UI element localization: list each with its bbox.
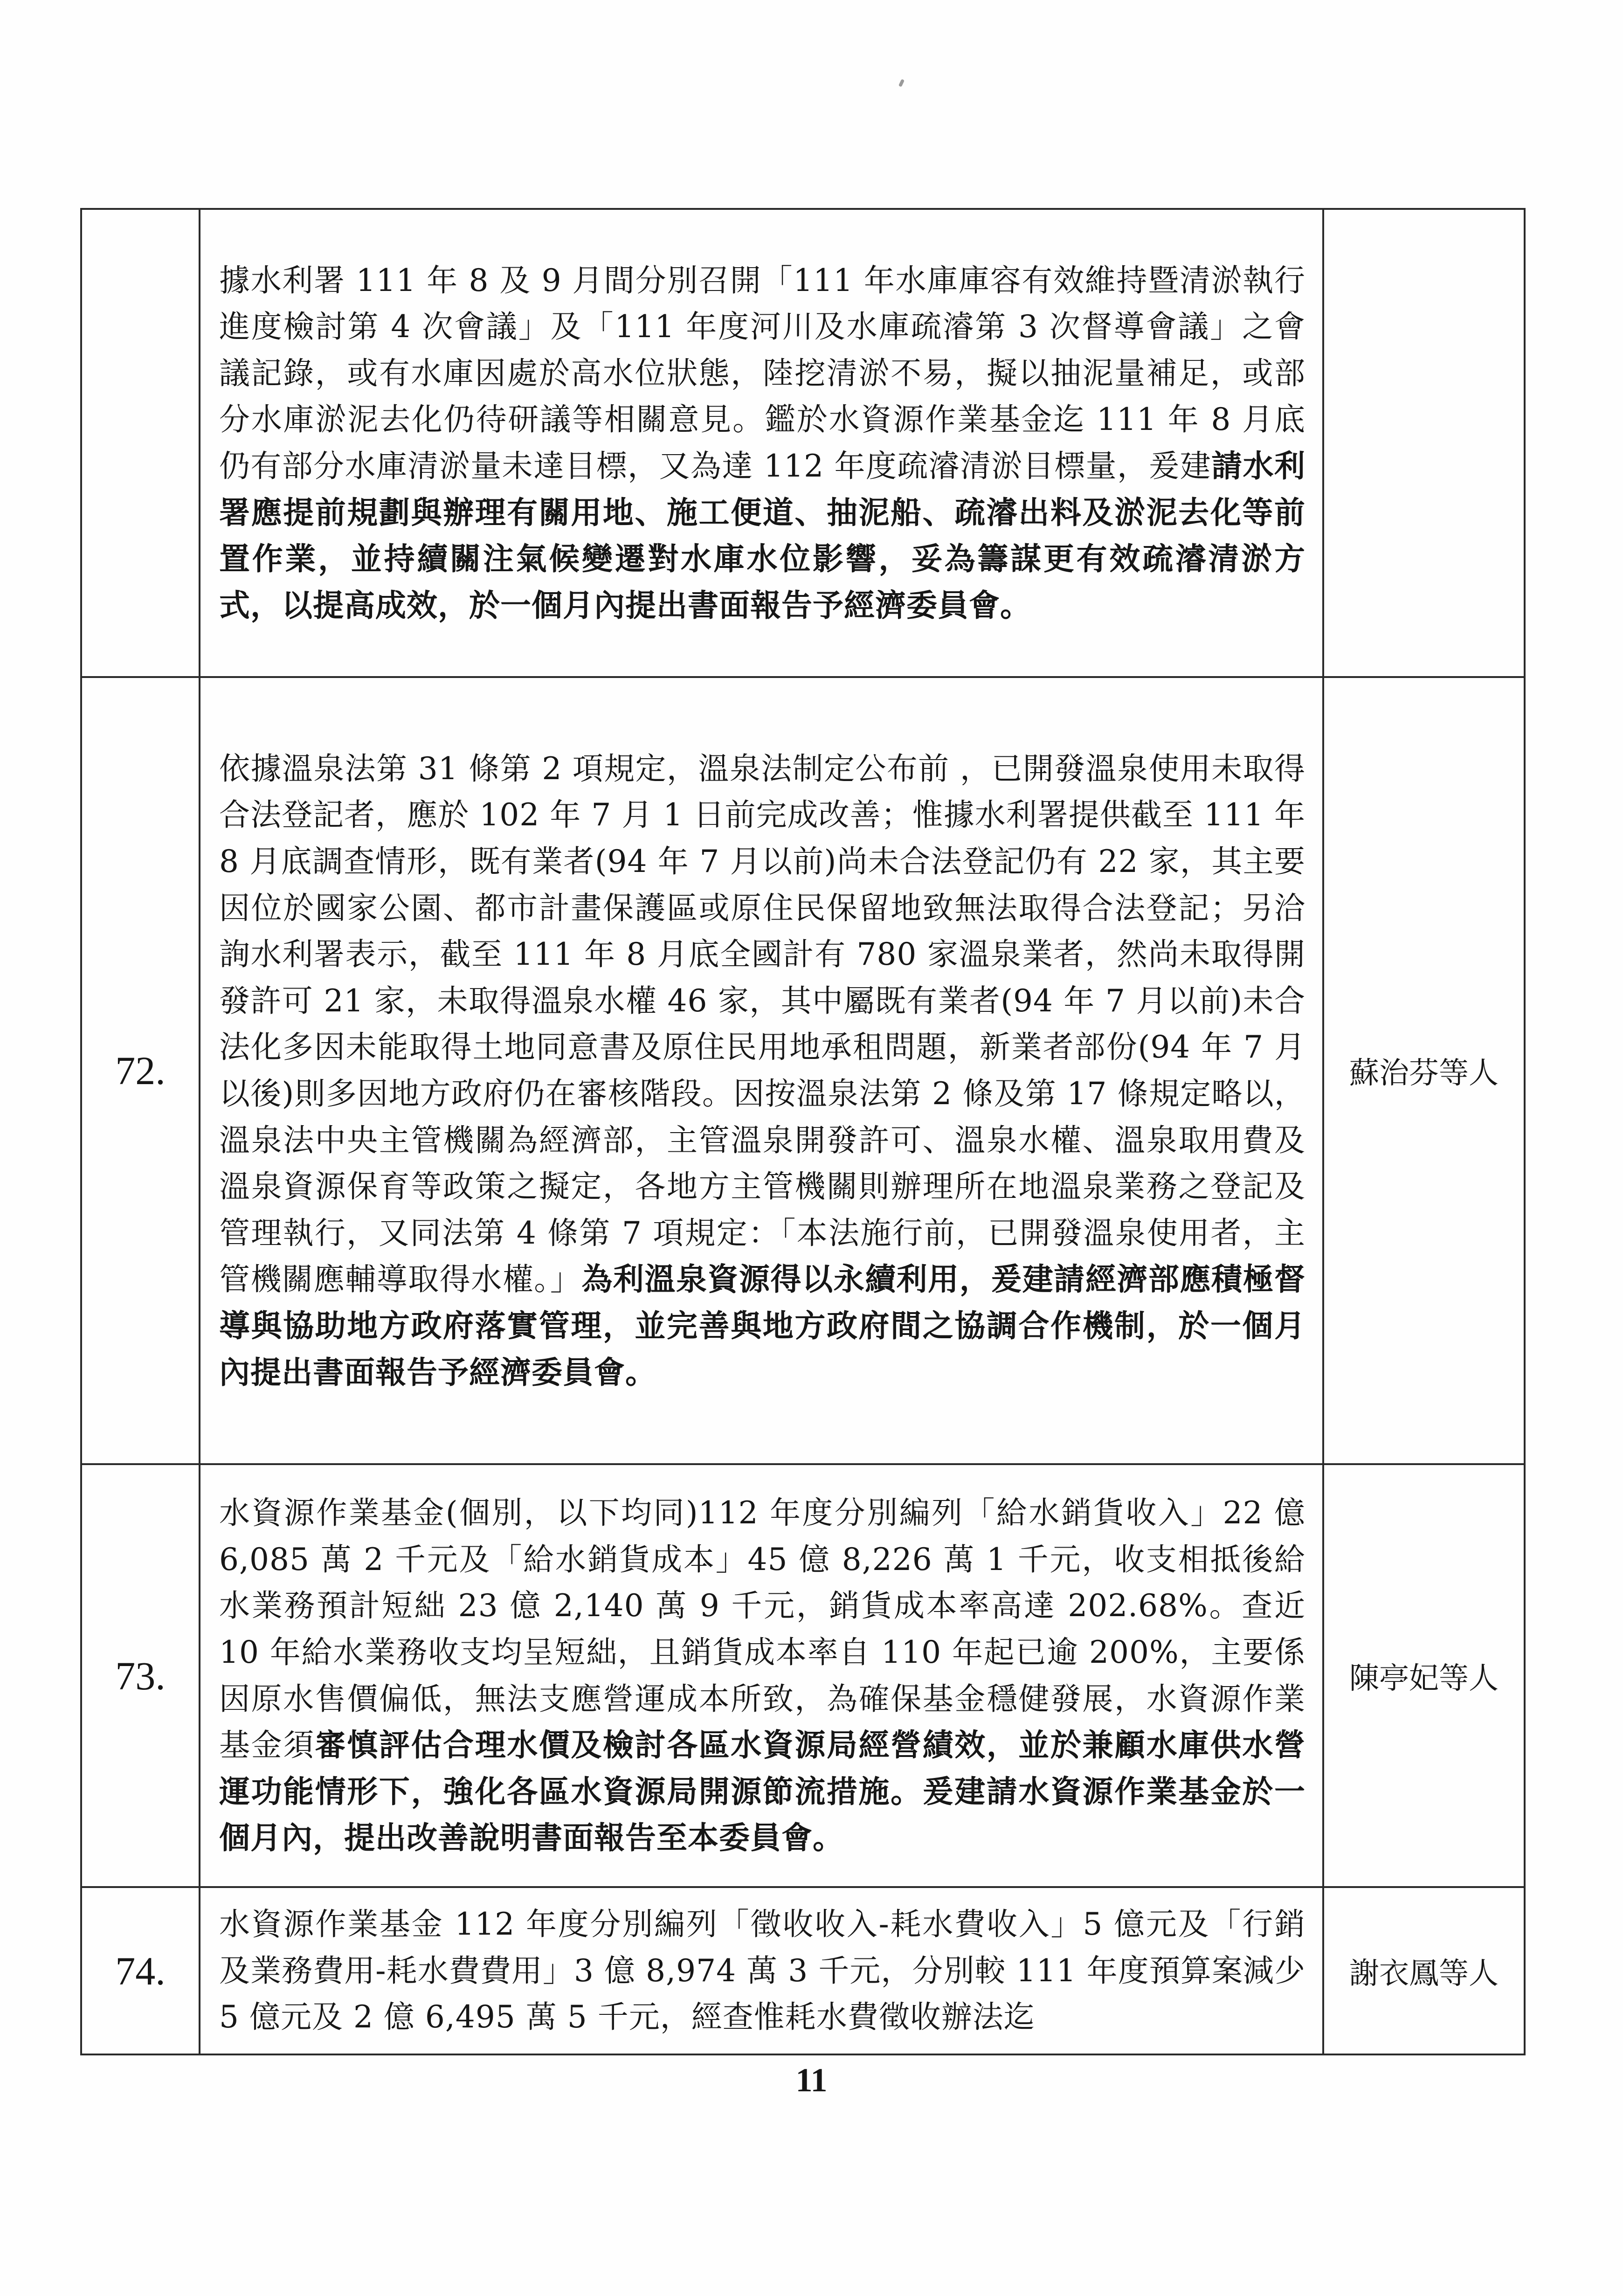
motion-text-segment-bold: 請水利署應提前規劃與辦理有關用地、施工便道、抽泥船、疏濬出料及淤泥去化等前置作業，並持續關注氣候變遷對水庫水位影響，妥為籌謀更有效疏濬清淤方式，以提高成效，於一個月內提出書面報告予經濟委員會。 (219, 448, 1305, 623)
motion-text (200, 1464, 1323, 1887)
table-row (81, 1887, 1525, 2054)
proposer: 蘇治芬等人 (1323, 677, 1525, 1464)
motion-text-segment: 依據溫泉法第 31 條第 2 項規定，溫泉法制定公布前 ，已開發溫泉使用未取得合法登記者，應於 102 年 7 月 1 日前完成改善；惟據水利署提供截至 111 年 8 月底調查情形，既有業者(94 年 7 月以前)尚未合法登記仍有 22 家，其主要因位於國家公園、都市計畫保護區或原住民保留地致無法取得合法登記；另洽詢水利署表示，截至 111 年 8 月底全國計有 780 家溫泉業者，然尚未取得開發許可 21 家，未取得溫泉水權 46 家，其中屬既有業者(94 年 7 月以前)未合法化多因未能取得土地同意書及原住民用地承租問題，新業者部份(94 年 7 月以後)則多因地方政府仍在審核階段。因按溫泉法第 2 條及第 17 條規定略以，溫泉法中央主管機關為經濟部，主管溫泉開發許可、溫泉水權、溫泉取用費及溫泉資源保育等政策之擬定，各地方主管機關則辦理所在地溫泉業務之登記及管理執行，又同法第 4 條第 7 項規定：「本法施行前，已開發溫泉使用者，主管機關應輔導取得水權。」 (219, 750, 1305, 1298)
motion-text (200, 677, 1323, 1464)
item-number: 74. (81, 1887, 200, 2054)
motion-table (80, 208, 1526, 2055)
scan-speck (898, 79, 905, 87)
motion-text-segment: 據水利署 111 年 8 及 9 月間分別召開「111 年水庫庫容有效維持暨清淤執行進度檢討第 4 次會議」及「111 年度河川及水庫疏濬第 3 次督導會議」之會議記錄，或有水庫因處於高水位狀態，陸挖清淤不易，擬以抽泥量補足，或部分水庫淤泥去化仍待研議等相關意見。鑑於水資源作業基金迄 111 年 8 月底仍有部分水庫清淤量未達目標，又為達 112 年度疏濬清淤目標量，爰建 (219, 262, 1305, 484)
table-row (81, 209, 1525, 677)
item-number (81, 209, 200, 677)
page-number: 11 (795, 2061, 828, 2099)
proposer: 陳亭妃等人 (1323, 1464, 1525, 1887)
motion-text (200, 209, 1323, 677)
motion-text-segment-bold: 審慎評估合理水價及檢討各區水資源局經營績效，並於兼顧水庫供水營運功能情形下，強化各區水資源局開源節流措施。爰建請水資源作業基金於一個月內，提出改善說明書面報告至本委員會。 (219, 1727, 1306, 1856)
proposer: 謝衣鳳等人 (1323, 1887, 1525, 2054)
motion-text-segment-bold: 為利溫泉資源得以永續利用，爰建請經濟部應積極督導與協助地方政府落實管理，並完善與地方政府間之協調合作機制，於一個月內提出書面報告予經濟委員會。 (219, 1261, 1306, 1390)
table-row (81, 1464, 1525, 1887)
motion-text-segment: 水資源作業基金 112 年度分別編列「徵收收入-耗水費收入」5 億元及「行銷及業務費用-耗水費費用」3 億 8,974 萬 3 千元，分別較 111 年度預算案減少 5 億元及 2 億 6,495 萬 5 千元，經查惟耗水費徵收辦法迄 (219, 1906, 1305, 2035)
item-number: 73. (81, 1464, 200, 1887)
item-number: 72. (81, 677, 200, 1464)
motion-text-segment: 水資源作業基金(個別，以下均同)112 年度分別編列「給水銷貨收入」22 億 6,085 萬 2 千元及「給水銷貨成本」45 億 8,226 萬 1 千元，收支相抵後給水業務預計短絀 23 億 2,140 萬 9 千元，銷貨成本率高達 202.68%。查近 10 年給水業務收支均呈短絀，且銷貨成本率自 110 年起已逾 200%，主要係因原水售價偏低，無法支應營運成本所致，為確保基金穩健發展，水資源作業基金須 (219, 1495, 1305, 1763)
table-row (81, 677, 1525, 1464)
motion-text (200, 1887, 1323, 2054)
proposer (1323, 209, 1525, 677)
